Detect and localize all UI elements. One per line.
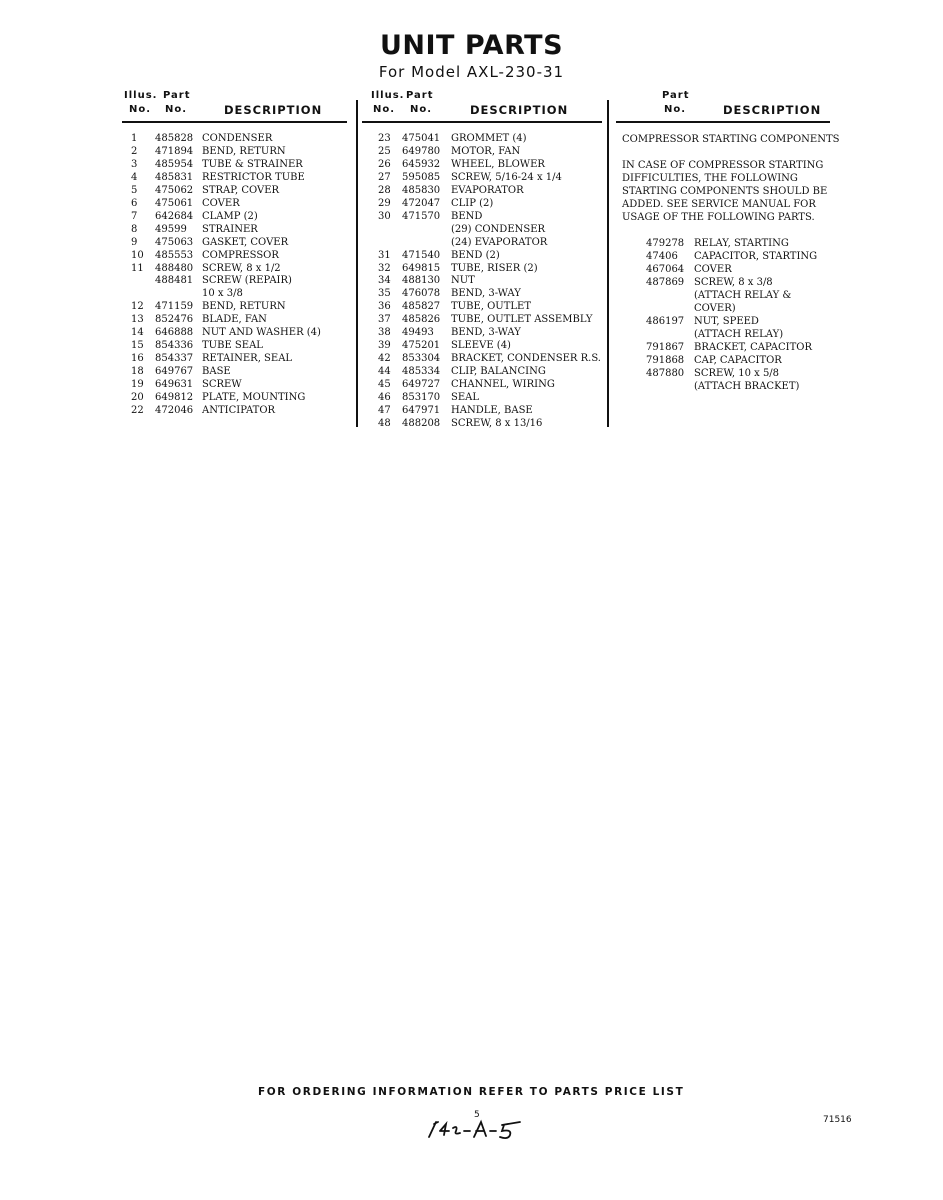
- part-number: 471894: [155, 145, 194, 157]
- part-description: (ATTACH RELAY &: [694, 290, 792, 301]
- part-number: 854336: [155, 340, 194, 352]
- illus-number: 9: [131, 236, 138, 248]
- illus-number: 23: [378, 133, 391, 144]
- page-subtitle: For Model AXL-230-31: [378, 63, 565, 81]
- part-number: 471570: [402, 210, 441, 222]
- illus-number: 26: [378, 158, 391, 170]
- part-number: 791868: [646, 355, 685, 366]
- part-number: 485826: [402, 314, 441, 326]
- illus-number: 47: [378, 404, 391, 416]
- part-number: 467064: [646, 264, 685, 275]
- part-description: TUBE, OUTLET: [451, 301, 532, 313]
- note-line: STARTING COMPONENTS SHOULD BE: [622, 186, 828, 197]
- part-number: 475062: [155, 184, 194, 196]
- illus-number: 10: [131, 249, 144, 261]
- part-number: 488481: [155, 275, 194, 287]
- part-number: 645932: [402, 158, 441, 170]
- illus-number: 16: [131, 353, 144, 365]
- illus-number: 27: [378, 171, 391, 183]
- illus-number: 38: [378, 327, 391, 339]
- part-description: ANTICIPATOR: [202, 404, 276, 416]
- illus-number: 11: [131, 262, 144, 274]
- part-number: 485830: [402, 184, 441, 196]
- part-description: CONDENSER: [202, 133, 273, 144]
- illus-number: 19: [131, 379, 144, 391]
- col2-header-description: DESCRIPTION: [470, 103, 569, 117]
- column-divider: [607, 100, 609, 427]
- part-description: HANDLE, BASE: [451, 404, 533, 416]
- part-description: PLATE, MOUNTING: [202, 392, 306, 403]
- part-description: TUBE, RISER (2): [451, 262, 538, 274]
- part-description: SCREW, 8 x 13/16: [451, 417, 543, 429]
- illus-number: 7: [131, 210, 138, 222]
- illus-number: 15: [131, 340, 144, 352]
- illus-number: 8: [131, 223, 138, 235]
- part-description: EVAPORATOR: [451, 184, 524, 196]
- col1-header-description: DESCRIPTION: [224, 103, 323, 117]
- part-number: 647971: [402, 404, 441, 416]
- part-description: SCREW, 8 x 3/8: [694, 277, 773, 288]
- part-number: 488208: [402, 417, 441, 429]
- illus-number: 3: [131, 158, 138, 170]
- part-number: 649727: [402, 379, 441, 391]
- col3-header-description: DESCRIPTION: [723, 103, 822, 117]
- part-description: SCREW, 10 x 5/8: [694, 368, 780, 379]
- part-number: 476078: [402, 288, 441, 300]
- illus-number: 35: [378, 288, 391, 300]
- illus-number: 4: [131, 171, 138, 183]
- part-description: NUT AND WASHER (4): [202, 327, 321, 339]
- col1-header-part: Part: [163, 90, 191, 101]
- col2-header-part: Part: [406, 90, 434, 101]
- note-line: IN CASE OF COMPRESSOR STARTING: [622, 160, 824, 171]
- part-number: 791867: [646, 342, 685, 353]
- part-description: TUBE SEAL: [202, 340, 263, 352]
- part-number: 649767: [155, 366, 194, 378]
- part-number: 485831: [155, 171, 194, 183]
- note-line: ADDED. SEE SERVICE MANUAL FOR: [622, 199, 816, 210]
- illus-number: 31: [378, 249, 391, 261]
- part-description: RETAINER, SEAL: [202, 353, 293, 365]
- part-description: BRACKET, CONDENSER R.S.: [451, 353, 601, 365]
- part-description: BEND: [451, 210, 483, 222]
- part-description: CAP, CAPACITOR: [694, 355, 782, 366]
- part-description: RESTRICTOR TUBE: [202, 171, 305, 183]
- part-number: 475061: [155, 197, 194, 209]
- illus-number: 46: [378, 392, 391, 403]
- part-description: STRAP, COVER: [202, 184, 280, 196]
- part-description: BEND (2): [451, 249, 500, 261]
- part-description: CAPACITOR, STARTING: [694, 251, 818, 262]
- part-number: 472047: [402, 197, 441, 209]
- illus-number: 25: [378, 145, 391, 157]
- illus-number: 42: [378, 353, 391, 365]
- col2-header-illus: Illus.: [371, 90, 405, 101]
- note-line: DIFFICULTIES, THE FOLLOWING: [622, 173, 798, 184]
- part-description: SCREW, 8 x 1/2: [202, 262, 281, 274]
- part-number: 488130: [402, 275, 441, 287]
- part-description: SLEEVE (4): [451, 340, 511, 352]
- part-number: 486197: [646, 316, 685, 327]
- ordering-info-footer: FOR ORDERING INFORMATION REFER TO PARTS PRICE LIST: [258, 1086, 685, 1098]
- part-number: 649780: [402, 145, 441, 157]
- part-number: 853170: [402, 392, 441, 403]
- part-number: 487869: [646, 277, 685, 288]
- part-description: (24) EVAPORATOR: [451, 236, 548, 248]
- part-description: COMPRESSOR: [202, 249, 279, 261]
- col3-rule: [616, 121, 830, 123]
- part-description: WHEEL, BLOWER: [451, 158, 545, 170]
- part-description: 10 x 3/8: [202, 288, 243, 300]
- illus-number: 37: [378, 314, 391, 326]
- illus-number: 34: [378, 275, 391, 287]
- part-description: SCREW: [202, 379, 242, 391]
- part-description: SEAL: [451, 392, 480, 403]
- illus-number: 1: [131, 133, 138, 144]
- part-description: BEND, 3-WAY: [451, 288, 521, 300]
- part-description: BASE: [202, 366, 231, 378]
- illus-number: 29: [378, 197, 391, 209]
- illus-number: 6: [131, 197, 138, 209]
- part-description: CLIP (2): [451, 197, 494, 209]
- part-description: (ATTACH RELAY): [694, 329, 784, 340]
- col2-header-no2: No.: [410, 104, 433, 115]
- part-description: BEND, RETURN: [202, 301, 286, 313]
- col3-header-part: Part: [662, 90, 690, 101]
- part-description: CLIP, BALANCING: [451, 366, 546, 378]
- part-description: SCREW, 5/16-24 x 1/4: [451, 171, 562, 183]
- part-number: 49493: [402, 327, 434, 339]
- handwritten-note-146-A-5: [424, 1117, 544, 1141]
- part-description: TUBE & STRAINER: [202, 158, 303, 170]
- part-description: NUT: [451, 275, 475, 287]
- part-description: CLAMP (2): [202, 210, 258, 222]
- part-number: 649815: [402, 262, 441, 274]
- illus-number: 14: [131, 327, 144, 339]
- starting-components-heading: COMPRESSOR STARTING COMPONENTS: [622, 134, 840, 145]
- col2-rule: [362, 121, 602, 123]
- part-number: 475041: [402, 133, 441, 144]
- illus-number: 36: [378, 301, 391, 313]
- part-description: RELAY, STARTING: [694, 238, 789, 249]
- col1-header-no: No.: [129, 104, 152, 115]
- part-number: 642684: [155, 210, 194, 222]
- col1-header-illus: Illus.: [124, 90, 158, 101]
- illus-number: 2: [131, 145, 138, 157]
- part-number: 487880: [646, 368, 685, 379]
- col3-header-no: No.: [664, 104, 687, 115]
- part-description: COVER): [694, 303, 736, 314]
- part-number: 488480: [155, 262, 194, 274]
- part-description: SCREW (REPAIR): [202, 275, 292, 287]
- part-number: 485553: [155, 249, 194, 261]
- part-number: 49599: [155, 223, 187, 235]
- illus-number: 13: [131, 314, 144, 326]
- part-description: BRACKET, CAPACITOR: [694, 342, 812, 353]
- col1-header-no2: No.: [165, 104, 188, 115]
- part-description: BEND, 3-WAY: [451, 327, 521, 339]
- part-number: 479278: [646, 238, 685, 249]
- part-number: 852476: [155, 314, 194, 326]
- part-number: 595085: [402, 171, 441, 183]
- part-description: COVER: [202, 197, 240, 209]
- illus-number: 28: [378, 184, 391, 196]
- illus-number: 44: [378, 366, 391, 378]
- part-number: 485954: [155, 158, 194, 170]
- column-divider: [356, 100, 358, 427]
- note-line: USAGE OF THE FOLLOWING PARTS.: [622, 212, 815, 223]
- part-description: TUBE, OUTLET ASSEMBLY: [451, 314, 593, 326]
- illus-number: 48: [378, 417, 391, 429]
- col2-header-no: No.: [373, 104, 396, 115]
- illus-number: 30: [378, 210, 391, 222]
- part-description: COVER: [694, 264, 732, 275]
- part-number: 649812: [155, 392, 194, 403]
- part-description: GROMMET (4): [451, 133, 527, 144]
- part-description: CHANNEL, WIRING: [451, 379, 555, 391]
- part-number: 47406: [646, 251, 678, 262]
- part-description: BEND, RETURN: [202, 145, 286, 157]
- illus-number: 22: [131, 404, 144, 416]
- document-number: 71516: [823, 1115, 852, 1125]
- illus-number: 45: [378, 379, 391, 391]
- part-number: 475063: [155, 236, 194, 248]
- part-number: 485334: [402, 366, 441, 378]
- illus-number: 12: [131, 301, 144, 313]
- part-number: 646888: [155, 327, 194, 339]
- part-number: 475201: [402, 340, 441, 352]
- illus-number: 39: [378, 340, 391, 352]
- part-description: GASKET, COVER: [202, 236, 289, 248]
- part-number: 485827: [402, 301, 441, 313]
- part-number: 471540: [402, 249, 441, 261]
- col1-rule: [122, 121, 347, 123]
- part-number: 854337: [155, 353, 194, 365]
- part-number: 472046: [155, 404, 194, 416]
- part-description: (29) CONDENSER: [451, 223, 546, 235]
- part-number: 853304: [402, 353, 441, 365]
- part-description: NUT, SPEED: [694, 316, 759, 327]
- page-title: UNIT PARTS: [379, 30, 564, 61]
- illus-number: 5: [131, 184, 138, 196]
- part-number: 471159: [155, 301, 194, 313]
- part-description: STRAINER: [202, 223, 258, 235]
- part-description: MOTOR, FAN: [451, 145, 521, 157]
- part-description: BLADE, FAN: [202, 314, 267, 326]
- illus-number: 18: [131, 366, 144, 378]
- illus-number: 20: [131, 392, 144, 403]
- illus-number: 32: [378, 262, 391, 274]
- part-number: 485828: [155, 133, 194, 144]
- part-description: (ATTACH BRACKET): [694, 381, 800, 392]
- part-number: 649631: [155, 379, 194, 391]
- page-number: 5: [474, 1110, 480, 1120]
